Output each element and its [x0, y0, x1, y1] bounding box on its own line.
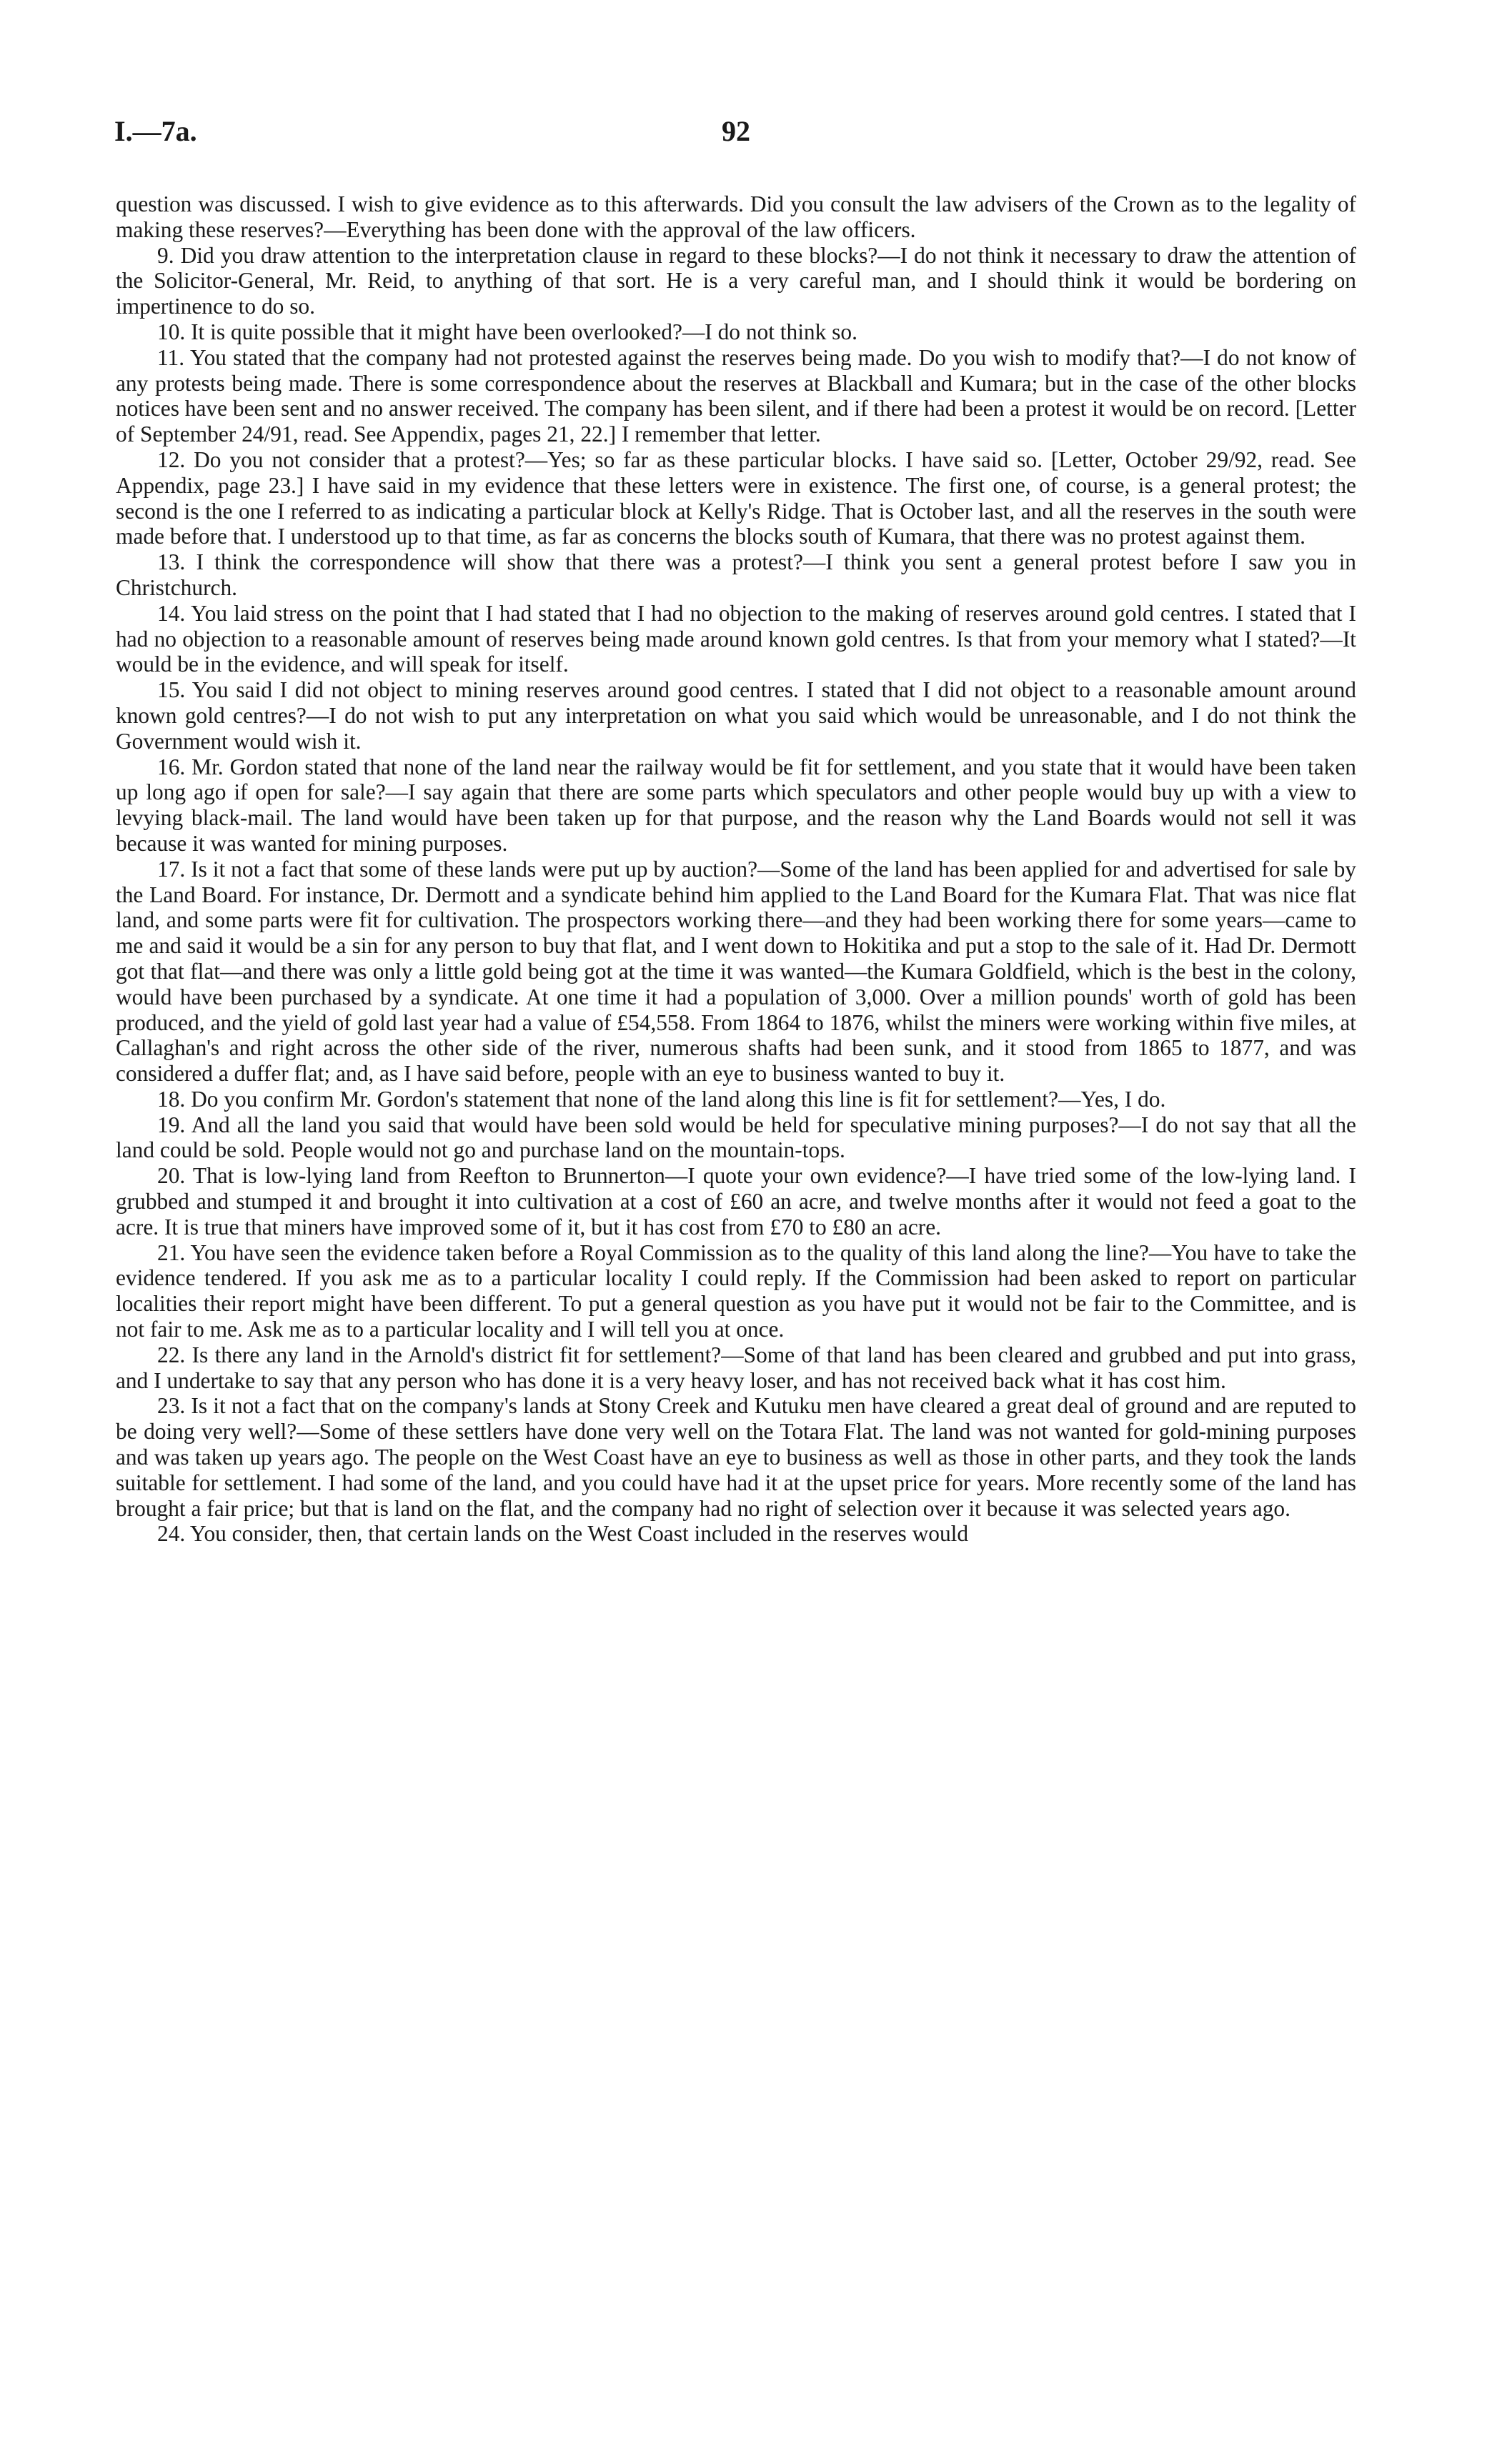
paragraph-q13: 13. I think the correspondence will show that there was a protest?—I think you sent a general protest before I saw you in Christchurch.	[116, 549, 1356, 600]
paper-reference: I.—7a.	[114, 115, 197, 147]
paragraph-q15: 15. You said I did not object to mining reserves around good centres. I stated that I did not object to a reasonable amount around known gold centres?—I do not wish to put any interpretation on what you said which would be unreasonable, and I do not think the Government would wish it.	[116, 677, 1356, 754]
page-number: 92	[722, 115, 750, 147]
paragraph-q24: 24. You consider, then, that certain lands on the West Coast included in the reserves would	[157, 1521, 969, 1547]
paragraph-q14: 14. You laid stress on the point that I had stated that I had no objection to the making of reserves around gold centres. I stated that I had no objection to a reasonable amount of reserves being made around known gold centres. Is that from your memory what I stated?—It would be in the evidence, and will speak for itself.	[116, 600, 1356, 677]
paragraph-q23: 23. Is it not a fact that on the company's lands at Stony Creek and Kutuku men have cleared a great deal of ground and are reputed to be doing very well?—Some of these settlers have done very well on the Totara Flat. The land was not wanted for gold-mining purposes and was taken up years ago. The people on the West Coast have an eye to business as well as those in other parts, and they took the lands suitable for settlement. I had some of the land, and you could have had it at the upset price for years. More recently some of the land has brought a fair price; but that is land on the flat, and the company had no right of selection over it because it was selected years ago.	[116, 1393, 1356, 1521]
paragraph-q17: 17. Is it not a fact that some of these lands were put up by auction?—Some of the land has been applied for and advertised for sale by the Land Board. For instance, Dr. Dermott and a syndicate behind him applied to the Land Board for the Kumara Flat. That was nice flat land, and some parts were fit for cultivation. The prospectors working there—and they had been working there for some years—came to me and said it would be a sin for any person to buy that flat, and I went down to Hokitika and put a stop to the sale of it. Had Dr. Dermott got that flat—and there was only a little gold being got at the time it was wanted—the Kumara Goldfield, which is the best in the colony, would have been purchased by a syndicate. At one time it had a population of 3,000. Over a million pounds' worth of gold has been produced, and the yield of gold last year had a value of £54,558. From 1864 to 1876, whilst the miners were working within five miles, at Callaghan's and right across the other side of the river, numerous shafts had been sunk, and it stood from 1865 to 1877, and was considered a duffer flat; and, as I have said before, people with an eye to business wanted to buy it.	[116, 856, 1356, 1087]
paragraph-q10: 10. It is quite possible that it might have been overlooked?—I do not think so.	[157, 319, 857, 344]
paragraph-q19: 19. And all the land you said that would have been sold would be held for speculative mining purposes?—I do not say that all the land could be sold. People would not go and purchase land on the mountain-tops.	[116, 1112, 1356, 1163]
paragraph-q9: 9. Did you draw attention to the interpretation clause in regard to these blocks?—I do not think it necessary to draw the attention of the Solicitor-General, Mr. Reid, to anything of that sort. He is a very careful man, and I should think it would be bordering on impertinence to do so.	[116, 242, 1356, 319]
paragraph-q11: 11. You stated that the company had not protested against the reserves being made. Do you wish to modify that?—I do not know of any protests being made. There is some correspondence about the reserves at Blackball and Kumara; but in the case of the other blocks notices have been sent and no answer received. The company has been silent, and if there had been a protest it would be on record. [Letter of September 24/91, read. See Appendix, pages 21, 22.] I remember that letter.	[116, 344, 1356, 447]
paragraph-q21: 21. You have seen the evidence taken before a Royal Commission as to the quality of this land along the line?—You have to take the evidence tendered. If you ask me as to a particular locality I could reply. If the Commission had been asked to report on particular localities their report might have been different. To put a general question as you have put it would not be fair to the Committee, and is not fair to me. Ask me as to a particular locality and I will tell you at once.	[116, 1240, 1356, 1342]
page-header	[114, 114, 1358, 157]
paragraph-q18: 18. Do you confirm Mr. Gordon's statement that none of the land along this line is fit for settlement?—Yes, I do.	[157, 1086, 1166, 1112]
paragraph-q16: 16. Mr. Gordon stated that none of the land near the railway would be fit for settlement, and you state that it would have been taken up long ago if open for sale?—I say again that there are some parts which speculators and other people would buy up with a view to levying black-mail. The land would have been taken up for that purpose, and the reason why the Land Boards would not sell it was because it was wanted for mining purposes.	[116, 754, 1356, 856]
paragraph-q22: 22. Is there any land in the Arnold's district fit for settlement?—Some of that land has been cleared and grubbed and put into grass, and I undertake to say that any person who has done it is a very heavy loser, and has not received back what it has cost him.	[116, 1342, 1356, 1393]
paragraph-continuation: question was discussed. I wish to give evidence as to this afterwards. Did you consult the law advisers of the Crown as to the legality of making these reserves?—Everything has been done with the approval of the law officers.	[116, 191, 1356, 242]
body-text	[116, 191, 1356, 1547]
paragraph-q12: 12. Do you not consider that a protest?—Yes; so far as these particular blocks. I have said so. [Letter, October 29/92, read. See Appendix, page 23.] I have said in my evidence that these letters were in existence. The first one, of course, is a general protest; the second is the one I referred to as indicating a particular block at Kelly's Ridge. That is October last, and all the reserves in the south were made before that. I understood up to that time, as far as concerns the blocks south of Kumara, that there was no protest against them.	[116, 447, 1356, 549]
paragraph-q20: 20. That is low-lying land from Reefton to Brunnerton—I quote your own evidence?—I have tried some of the low-lying land. I grubbed and stumped it and brought it into cultivation at a cost of £60 an acre, and twelve months after it would not feed a goat to the acre. It is true that miners have improved some of it, but it has cost from £70 to £80 an acre.	[116, 1163, 1356, 1240]
